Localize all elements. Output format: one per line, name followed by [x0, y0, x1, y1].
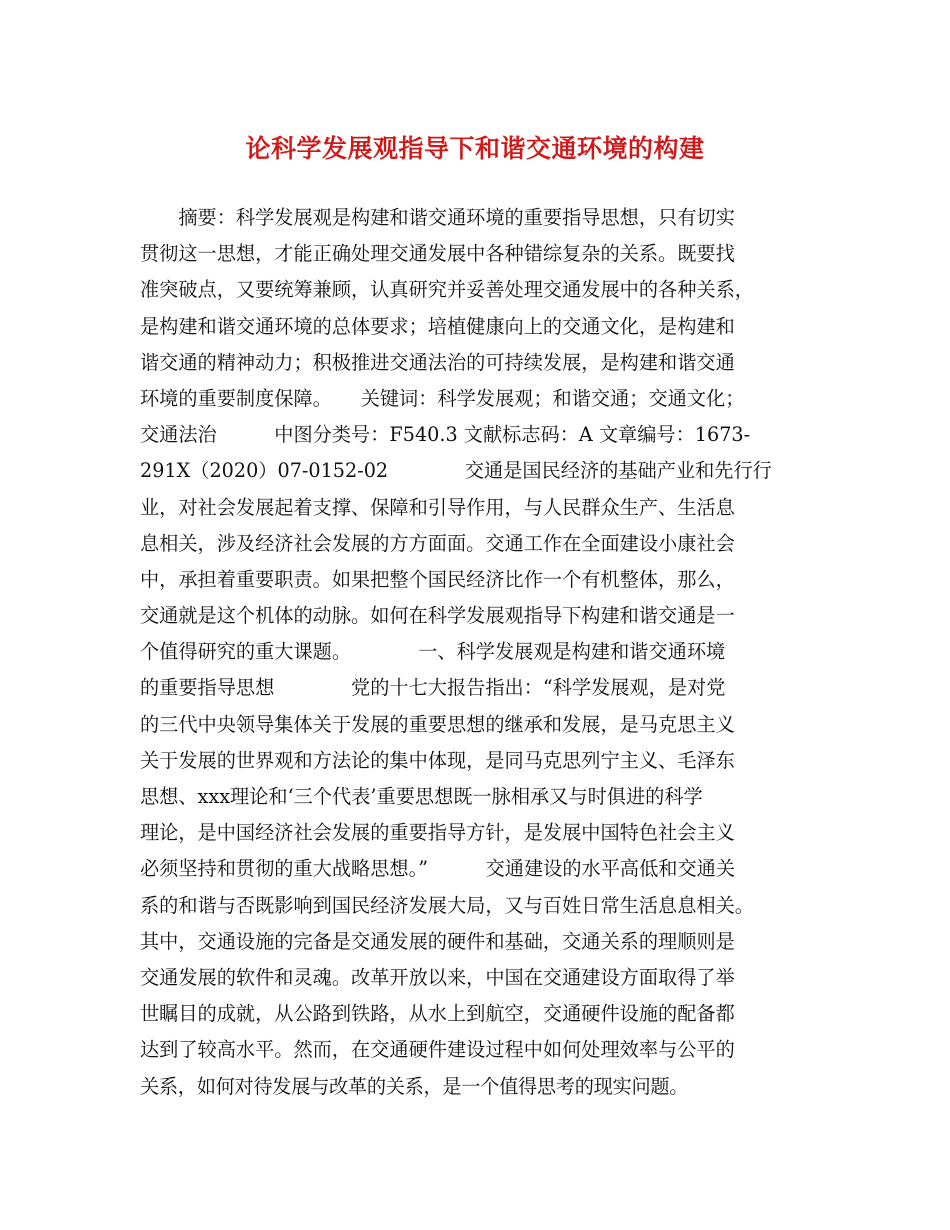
- body-line: 必须坚持和贯彻的重大战略思想。” 交通建设的水平高低和交通关: [140, 857, 736, 881]
- body-line: 的重要指导思想 党的十七大报告指出：“科学发展观，是对党: [140, 676, 726, 700]
- body-line: 关系，如何对待发展与改革的关系，是一个值得思考的现实问题。: [140, 1074, 689, 1098]
- body-line: 交通就是这个机体的动脉。如何在科学发展观指导下构建和谐交通是一: [140, 604, 735, 628]
- body-line: 准突破点，又要统筹兼顾，认真研究并妥善处理交通发展中的各种关系，: [140, 278, 754, 302]
- body-line: 业，对社会发展起着支撑、保障和引导作用，与人民群众生产、生活息: [140, 495, 735, 519]
- body-line: 的三代中央领导集体关于发展的重要思想的继承和发展，是马克思主义: [140, 712, 735, 736]
- body-line: 交通法治 中图分类号：F540.3 文献标志码：A 文章编号：1673-: [140, 423, 751, 447]
- body-line: 摘要：科学发展观是构建和谐交通环境的重要指导思想，只有切实: [140, 206, 735, 229]
- body-line: 291X（2020）07-0152-02 交通是国民经济的基础产业和先行行: [140, 459, 772, 483]
- body-line: 个值得研究的重大课题。 一、科学发展观是构建和谐交通环境: [140, 640, 726, 664]
- body-line: 是构建和谐交通环境的总体要求；培植健康向上的交通文化，是构建和: [140, 314, 735, 338]
- body-line: 贯彻这一思想，才能正确处理交通发展中各种错综复杂的关系。既要找: [140, 242, 735, 266]
- body-line: 达到了较高水平。然而，在交通硬件建设过程中如何处理效率与公平的: [140, 1038, 735, 1062]
- body-line: 环境的重要制度保障。 关键词：科学发展观；和谐交通；交通文化；: [140, 386, 745, 410]
- document-title: 论科学发展观指导下和谐交通环境的构建: [245, 134, 705, 163]
- body-line: 中，承担着重要职责。如果把整个国民经济比作一个有机整体，那么，: [140, 567, 735, 591]
- body-line: 交通发展的软件和灵魂。改革开放以来，中国在交通建设方面取得了举: [140, 965, 735, 989]
- document-body: [140, 200, 820, 1105]
- body-line: 其中，交通设施的完备是交通发展的硬件和基础，交通关系的理顺则是: [140, 929, 735, 953]
- body-line: 谐交通的精神动力；积极推进交通法治的可持续发展，是构建和谐交通: [140, 350, 735, 374]
- body-line: 息相关，涉及经济社会发展的方方面面。交通工作在全面建设小康社会: [140, 531, 735, 555]
- body-line: 理论，是中国经济社会发展的重要指导方针，是发展中国特色社会主义: [140, 821, 735, 845]
- body-line: 系的和谐与否既影响到国民经济发展大局，又与百姓日常生活息息相关。: [140, 893, 754, 917]
- body-line: 世瞩目的成就，从公路到铁路，从水上到航空，交通硬件设施的配备都: [140, 1002, 735, 1026]
- body-line: 关于发展的世界观和方法论的集中体现，是同马克思列宁主义、毛泽东: [140, 748, 735, 772]
- body-line: 思想、xxx理论和‘三个代表’重要思想既一脉相承又与时俱进的科学: [140, 785, 703, 808]
